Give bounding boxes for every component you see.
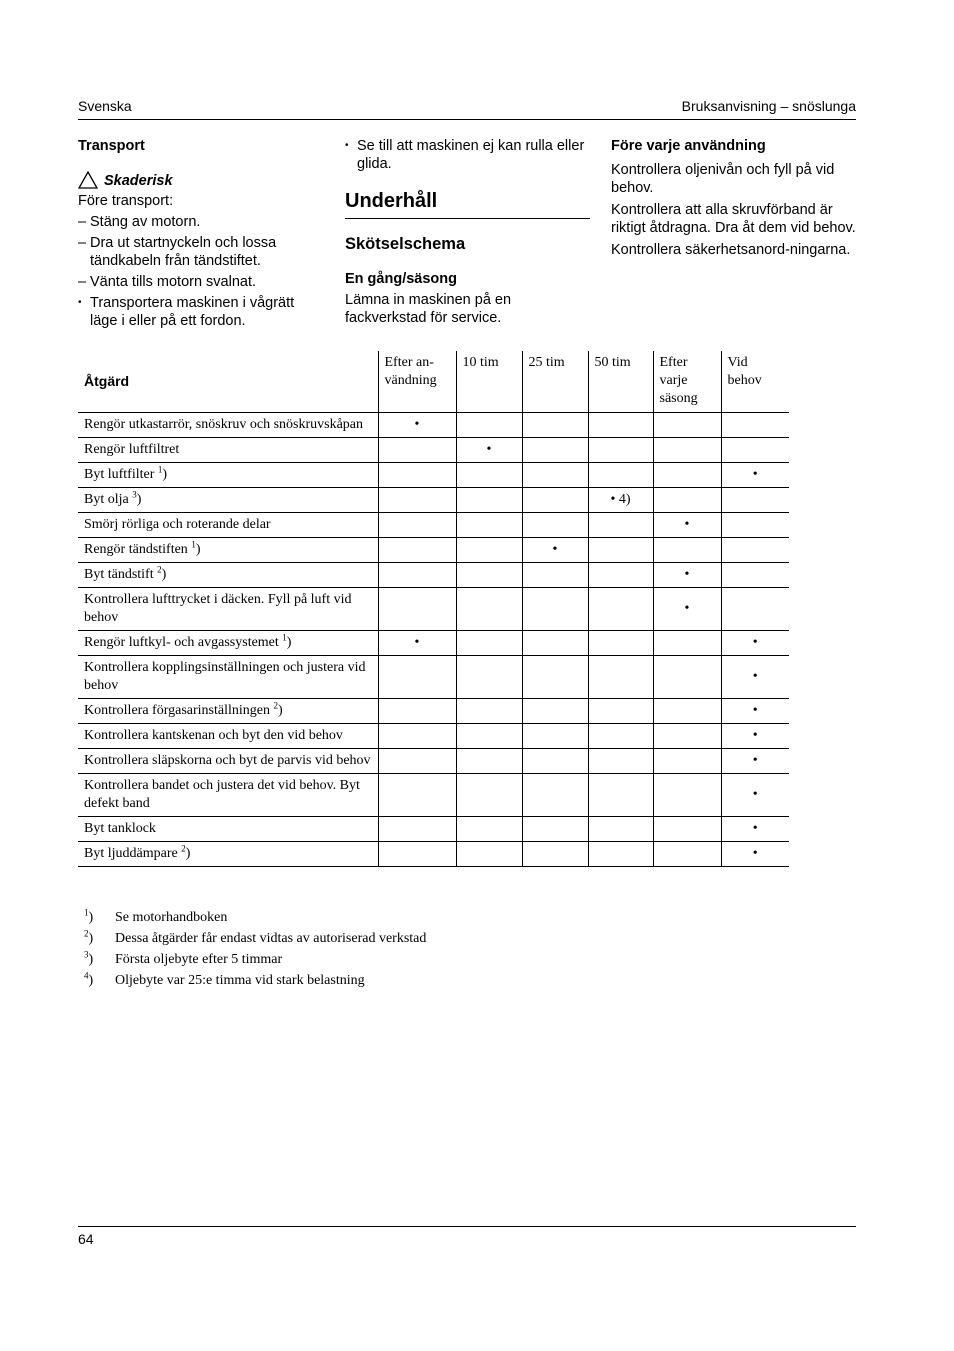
list-item [78,273,318,291]
schedule-cell [522,773,588,816]
list-item [78,294,318,330]
task-cell [78,512,378,537]
schedule-cell [522,841,588,866]
schedule-cell [456,748,522,773]
schedule-cell: • [522,537,588,562]
schedule-cell [653,723,721,748]
transport-title: Transport [78,138,145,154]
schedule-cell [588,587,653,630]
column-header: Vid behov [721,351,789,412]
task-cell [78,587,378,630]
schedule-cell [378,698,456,723]
schedule-cell [456,841,522,866]
task-cell: Rengör tändstiften $^1$) [78,537,378,562]
schedule-cell [721,512,789,537]
task-label: Byt olja [84,491,129,507]
schedule-cell [456,462,522,487]
task-label: Kontrollera släpskorna och byt de parvis vid behov [84,752,371,768]
schedule-cell [653,816,721,841]
footnote-number: $^1$) [84,907,94,925]
schedule-cell [721,437,789,462]
schedule-cell [653,773,721,816]
table-row [78,841,789,866]
footnote [84,970,426,991]
schedule-cell [721,487,789,512]
table-row [78,462,789,487]
list-item-text: Stäng av motorn. [90,214,201,230]
schedule-cell [456,537,522,562]
schedule-cell [522,655,588,698]
schedule-cell [653,437,721,462]
schedule-cell: • [653,562,721,587]
schedule-cell [588,437,653,462]
schedule-cell [653,655,721,698]
schedule-cell [522,512,588,537]
schedule-cell: • [721,723,789,748]
schedule-cell: • 4) [588,487,653,512]
task-label: Rengör tändstiften [84,541,188,557]
task-label: Kontrollera förgasarinställningen [84,702,270,718]
list-marker: – [78,235,87,251]
frequency-text: Lämna in maskinen på en fackverkstad för service. [345,292,512,326]
schedule-cell: • [721,698,789,723]
column-header: 10 tim [456,351,522,412]
schedule-cell: • [721,630,789,655]
schedule-cell [588,748,653,773]
task-cell: Kontrollera förgasarinställningen $^2$) [78,698,378,723]
schedule-cell [456,723,522,748]
schedule-cell [588,655,653,698]
footnotes [84,907,426,991]
footnote-ref: 1 [191,538,196,549]
table-header-row [78,351,789,412]
task-label: Kontrollera kopplingsinställningen och justera vid behov [84,659,366,693]
table-row [78,773,789,816]
schedule-cell [522,748,588,773]
schedule-cell [522,412,588,437]
schedule-cell: • [378,630,456,655]
task-cell [78,655,378,698]
schedule-cell [588,537,653,562]
task-label: Rengör luftkyl- och avgassystemet [84,634,279,650]
schedule-cell [588,698,653,723]
maintenance-section [345,137,590,327]
footnote-ref: 1 [157,463,163,474]
schedule-cell [378,462,456,487]
schedule-cell [588,816,653,841]
column-header: 25 tim [522,351,588,412]
footnote-ref: 1 [282,631,287,642]
footnote-ref: 2 [273,699,278,710]
schedule-cell [378,537,456,562]
schedule-cell [456,816,522,841]
schedule-cell [456,630,522,655]
task-label: Kontrollera lufttrycket i däcken. Fyll på luft vid behov [84,591,352,625]
schedule-cell: • [721,748,789,773]
schedule-cell [378,512,456,537]
schedule-cell [522,723,588,748]
schedule-cell [588,773,653,816]
schedule-cell [588,462,653,487]
frequency-heading: En gång/säsong [345,271,457,287]
footnote-ref: 2 [181,842,186,853]
footnote-number: $^3$) [84,949,94,967]
schedule-cell [378,748,456,773]
section-heading: Underhåll [345,189,590,219]
warning-triangle-icon [78,171,100,190]
list-item-text: Transportera maskinen i vågrätt läge i eller på ett fordon. [90,295,295,329]
task-cell: Rengör luftkyl- och avgassystemet $^1$) [78,630,378,655]
schedule-cell [653,698,721,723]
schedule-cell [378,562,456,587]
schedule-cell [378,816,456,841]
task-cell [78,816,378,841]
list-item [78,234,318,270]
schedule-cell [378,655,456,698]
table-row [78,816,789,841]
table-row [78,698,789,723]
column-header: Efter varje säsong [653,351,721,412]
schedule-cell [653,630,721,655]
schedule-cell [456,655,522,698]
schedule-cell [522,487,588,512]
schedule-cell [456,773,522,816]
column-header: 50 tim [588,351,653,412]
schedule-cell [522,698,588,723]
before-use-para: Kontrollera säkerhetsanord-ningarna. [611,242,851,258]
schedule-cell [721,587,789,630]
list-item-text: Dra ut startnyckeln och lossa tändkabeln från tändstiftet. [90,235,277,269]
schedule-cell [522,630,588,655]
table-row [78,487,789,512]
list-item-text: Vänta tills motorn svalnat. [90,274,257,290]
footnote-number-text: 3 [84,949,89,960]
task-label: Smörj rörliga och roterande delar [84,516,271,532]
schedule-cell [522,462,588,487]
footnote-text: Första oljebyte efter 5 timmar [115,952,283,967]
footnote-ref: 2 [157,563,162,574]
schedule-cell [378,841,456,866]
footnote [84,907,426,928]
schedule-cell [653,748,721,773]
schedule-cell [588,723,653,748]
schedule-cell: • [721,773,789,816]
warning-line [78,171,318,190]
transport-intro: Före transport: [78,193,174,209]
schedule-cell [522,587,588,630]
table-row [78,748,789,773]
schedule-cell: • [721,655,789,698]
schedule-cell [588,630,653,655]
footnote-text: Dessa åtgärder får endast vidtas av autoriserad verkstad [115,931,427,946]
footnote-number: $^4$) [84,970,94,988]
table-row [78,587,789,630]
bullet-text: Se till att maskinen ej kan rulla eller glida. [357,138,585,172]
table-row [78,630,789,655]
schedule-cell [378,437,456,462]
task-label: Byt luftfilter [84,466,155,482]
transport-steps [78,213,318,330]
schedule-cell [456,412,522,437]
bullet-marker: • [345,140,349,151]
list-item [345,137,590,173]
schedule-cell [522,816,588,841]
subsection-heading: Skötselschema [345,235,466,253]
before-use-title: Före varje användning [611,138,766,154]
schedule-cell [456,487,522,512]
footnote-number-text: 2 [84,928,89,939]
task-label: Rengör luftfiltret [84,441,180,457]
table-row [78,723,789,748]
list-marker: – [78,274,87,290]
schedule-cell [456,512,522,537]
schedule-cell [653,487,721,512]
table-row [78,562,789,587]
footnote-text: Oljebyte var 25:e timma vid stark belastning [115,973,365,988]
list-marker: – [78,214,87,230]
schedule-cell [456,698,522,723]
schedule-cell: • [653,512,721,537]
table-row [78,412,789,437]
task-cell [78,437,378,462]
page-number: 64 [78,1231,94,1247]
header-rule [78,119,856,120]
footnote-number: $^2$) [84,928,94,946]
footnote [84,949,426,970]
column-header: Åtgärd [78,351,378,412]
header-language: Svenska [78,98,132,114]
schedule-cell [653,841,721,866]
schedule-cell: • [378,412,456,437]
task-label: Byt tanklock [84,820,156,836]
schedule-cell [378,723,456,748]
schedule-cell [588,512,653,537]
warning-label: Skaderisk [104,172,173,189]
footnote-ref: 3 [132,488,137,499]
schedule-cell: • [721,841,789,866]
header-title: Bruksanvisning – snöslunga [681,98,856,114]
footnote-text: Se motorhandboken [115,910,228,925]
table-row [78,437,789,462]
maintenance-table [78,351,789,867]
task-label: Kontrollera kantskenan och byt den vid behov [84,727,343,743]
schedule-cell [653,462,721,487]
schedule-cell [721,562,789,587]
schedule-cell [588,412,653,437]
transport-section [78,137,318,330]
table-row [78,537,789,562]
table-row [78,512,789,537]
footnote-number-text: 4 [84,970,89,981]
schedule-cell: • [721,816,789,841]
task-cell: Byt olja $^3$) [78,487,378,512]
schedule-cell [653,537,721,562]
schedule-cell [378,487,456,512]
schedule-cell: • [721,462,789,487]
list-marker: • [78,297,82,308]
schedule-cell [522,437,588,462]
before-use-para: Kontrollera oljenivån och fyll på vid behov. [611,162,835,196]
schedule-cell [378,773,456,816]
schedule-cell [522,562,588,587]
footnote [84,928,426,949]
table-row [78,655,789,698]
task-label: Rengör utkastarrör, snöskruv och snöskruvskåpan [84,416,364,432]
schedule-cell: • [653,587,721,630]
before-use-para: Kontrollera att alla skruvförband är riktigt åtdragna. Dra åt dem vid behov. [611,202,856,236]
schedule-cell [588,562,653,587]
task-cell: Byt tändstift $^2$) [78,562,378,587]
task-cell [78,773,378,816]
task-cell [78,723,378,748]
task-cell: Byt luftfilter $^1$) [78,462,378,487]
task-label: Byt tändstift [84,566,154,582]
task-label: Kontrollera bandet och justera det vid behov. Byt defekt band [84,777,360,811]
task-cell [78,748,378,773]
footer-rule [78,1226,856,1227]
schedule-cell: • [456,437,522,462]
column-header: Efter an-vändning [378,351,456,412]
task-cell: Byt ljuddämpare $^2$) [78,841,378,866]
task-label: Byt ljuddämpare [84,845,178,861]
schedule-cell [721,537,789,562]
footnote-number-text: 1 [84,907,89,918]
before-use-section [611,137,856,259]
schedule-cell [653,412,721,437]
schedule-cell [456,587,522,630]
task-cell [78,412,378,437]
schedule-cell [456,562,522,587]
schedule-cell [721,412,789,437]
schedule-cell [588,841,653,866]
list-item [78,213,318,231]
schedule-cell [378,587,456,630]
